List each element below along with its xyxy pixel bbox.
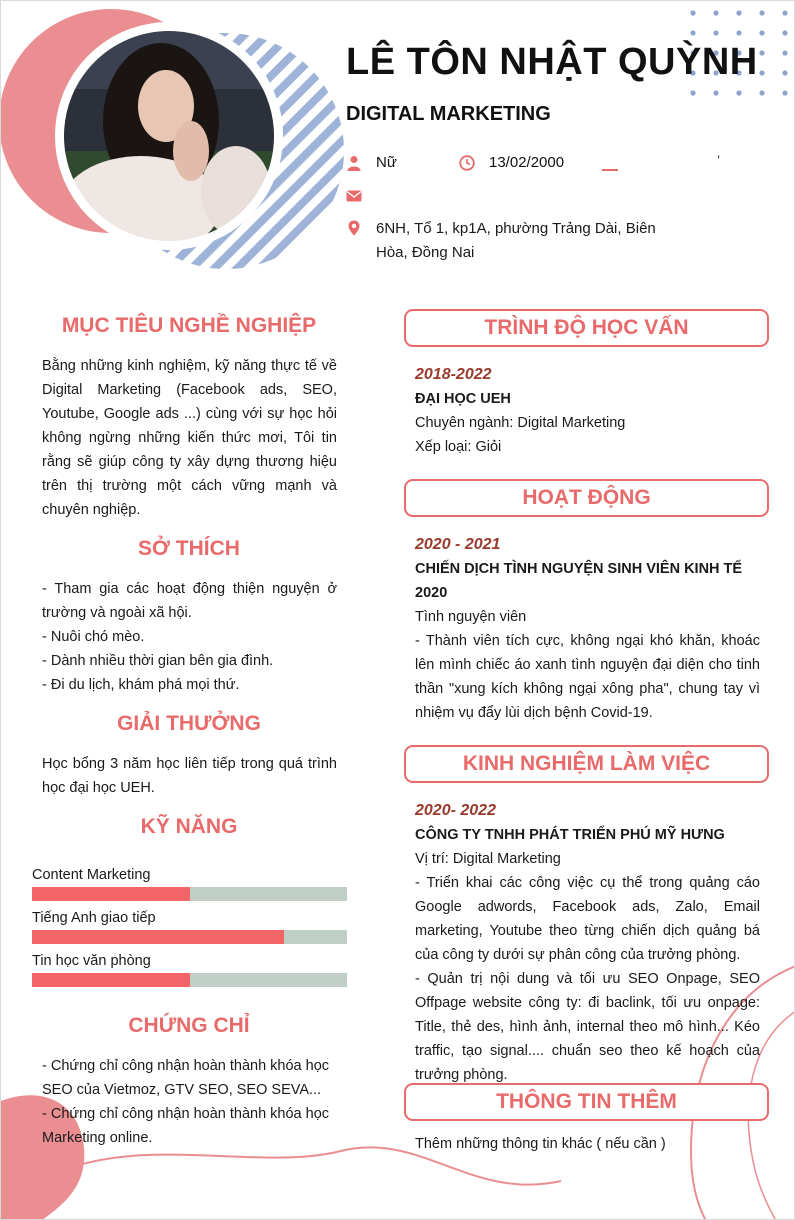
- location-pin-icon: [346, 220, 362, 236]
- list-item: - Chứng chỉ công nhận hoàn thành khóa học SEO của Vietmoz, GTV SEO, SEO SEVA...: [42, 1058, 330, 1098]
- experience-title: KINH NGHIỆM LÀM VIỆC: [404, 745, 769, 783]
- address-value: 6NH, Tổ 1, kp1A, phường Trảng Dài, Biên Hòa, Đồng Nai: [376, 220, 656, 261]
- skill-item: [32, 953, 347, 987]
- phone-placeholder-mark: ʼ: [717, 153, 721, 169]
- list-item: - Dành nhiều thời gian bên gia đình.: [42, 653, 274, 669]
- list-item: - Nuôi chó mèo.: [42, 629, 145, 645]
- education-block: [415, 363, 760, 459]
- objective-title: MỤC TIÊU NGHỀ NGHIỆP: [61, 314, 317, 337]
- experience-position: Vị trí: Digital Marketing: [415, 851, 561, 867]
- awards-text: Học bổng 3 năm học liên tiếp trong quá trình học đại học UEH.: [42, 756, 337, 796]
- gender-value: Nữ: [376, 154, 397, 171]
- skill-bar: [32, 973, 347, 987]
- clock-icon: [459, 155, 475, 171]
- list-item: - Chứng chỉ công nhận hoàn thành khóa học Marketing online.: [42, 1106, 330, 1146]
- company-name: CÔNG TY TNHH PHÁT TRIỂN PHÚ MỸ HƯNG: [415, 827, 725, 843]
- list-item: - Đi du lịch, khám phá mọi thứ.: [42, 677, 240, 693]
- skills-title: KỸ NĂNG: [140, 815, 238, 838]
- more-info-title: THÔNG TIN THÊM: [404, 1083, 769, 1121]
- skill-item: [32, 910, 347, 944]
- birthday-value: 13/02/2000: [489, 154, 565, 171]
- education-title: TRÌNH ĐỘ HỌC VẤN: [404, 309, 769, 347]
- gender-row: [346, 154, 397, 171]
- envelope-icon: [346, 188, 362, 204]
- activities-title: HOẠT ĐỘNG: [404, 479, 769, 517]
- activity-description: - Thành viên tích cực, không ngại khó khăn, khoác lên mình chiếc áo xanh tình nguyện đại diện cho tinh thần "xung kích không ngại xông pha", chung tay vì nhiệm vụ đẩy lùi dịch bệnh Covid-19.: [415, 633, 760, 721]
- candidate-name: LÊ TÔN NHẬT QUỲNH: [346, 41, 758, 83]
- awards-title: GIẢI THƯỞNG: [117, 712, 261, 735]
- certificates-list: [42, 1054, 337, 1150]
- job-title: DIGITAL MARKETING: [346, 103, 551, 125]
- certificates-title: CHỨNG CHỈ: [128, 1014, 250, 1037]
- skill-bar-fill: [32, 887, 190, 901]
- skill-item: [32, 867, 347, 901]
- skill-bar: [32, 930, 347, 944]
- skill-label: Content Marketing: [32, 867, 151, 883]
- address-row: [346, 217, 676, 265]
- skill-label: Tiếng Anh giao tiếp: [32, 910, 156, 926]
- experience-block: [415, 799, 760, 1087]
- experience-task: - Triển khai các công việc cụ thể trong quảng cáo Google adwords, Facebook ads, Zalo, Email marketing, Youtube theo từng chiến dịch quảng bá của công ty dưới sự phân công của trưởng phòng.: [415, 875, 760, 963]
- hobbies-title: SỞ THÍCH: [138, 537, 240, 560]
- experience-task: - Quản trị nội dung và tối ưu SEO Onpage, SEO Offpage website công ty: đi baclink, tối ưu onpage: Title, thẻ des, hình ảnh, internal theo mô hình... Kéo traffic, tạo signal.... chuẩn seo theo kế hoạch của trưởng phòng.: [415, 971, 760, 1083]
- person-icon: [346, 155, 362, 171]
- birthday-row: [459, 154, 564, 171]
- activities-block: [415, 533, 760, 725]
- experience-years: 2020- 2022: [415, 802, 496, 819]
- skill-bar-fill: [32, 930, 284, 944]
- objective-text: Bằng những kinh nghiệm, kỹ năng thực tế về Digital Marketing (Facebook ads, SEO, Youtube, Google ads ...) cùng với sự học hỏi không ngừng những kiến thức mơi, Tôi tin rằng sẽ giúp công ty xây dựng thương hiệu trên thị trường một cách vững mạnh và chuyên nghiệp.: [42, 358, 337, 518]
- education-major: Chuyên ngành: Digital Marketing: [415, 415, 626, 431]
- hobbies-list: [42, 577, 337, 697]
- list-item: - Tham gia các hoạt động thiện nguyện ở trường và ngoài xã hội.: [42, 581, 337, 621]
- skill-label: Tin học văn phòng: [32, 953, 151, 969]
- phone-placeholder-line: [602, 169, 618, 171]
- education-grade: Xếp loại: Giỏi: [415, 439, 502, 455]
- skill-bar: [32, 887, 347, 901]
- activity-years: 2020 - 2021: [415, 536, 501, 553]
- email-row: [346, 188, 376, 204]
- education-years: 2018-2022: [415, 366, 492, 383]
- more-info-text: Thêm những thông tin khác ( nếu cần ): [415, 1136, 666, 1152]
- activity-role: Tình nguyện viên: [415, 609, 527, 625]
- activity-name: CHIẾN DỊCH TÌNH NGUYỆN SINH VIÊN KINH TẾ 2020: [415, 561, 743, 601]
- school-name: ĐẠI HỌC UEH: [415, 391, 511, 407]
- skill-bar-fill: [32, 973, 190, 987]
